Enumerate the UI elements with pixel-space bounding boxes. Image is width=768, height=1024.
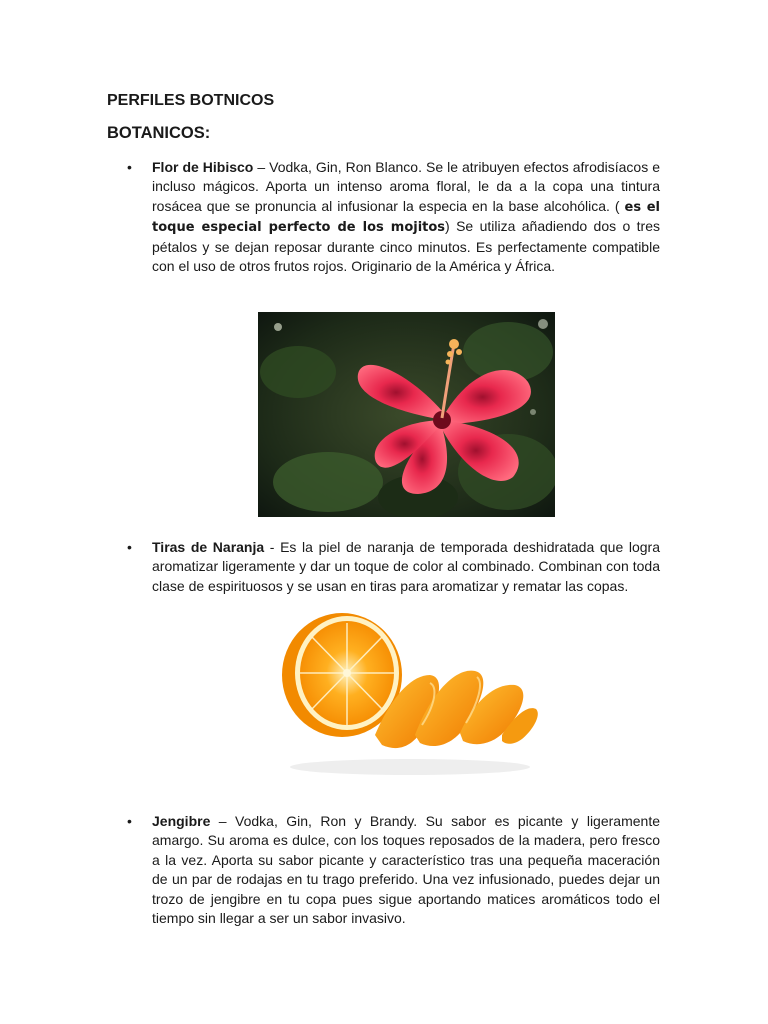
hibiscus-emphasis: es el toque especial perfecto de los mojitos <box>152 199 660 236</box>
term-ginger: Jengibre <box>152 813 211 829</box>
orange-text: - Es la piel de naranja de temporada deshidratada que logra aromatizar ligeramente y dar un toque de color al combinado. Combinan con toda clase de espirituosos y se usan en tiras para aromatizar y rematar las copas. <box>152 539 660 594</box>
hibiscus-flower-image <box>258 312 555 517</box>
hibiscus-text-a: – Vodka, Gin, Ron Blanco. Se le atribuyen efectos afrodisíacos e incluso mágicos. Aporta un intenso aroma floral, le da a la copa una tintura rosácea que se pronuncia al infusionar la especia en la base alcohólica. ( <box>152 159 660 214</box>
page-title: PERFILES BOTNICOS <box>107 92 275 109</box>
term-orange: Tiras de Naranja <box>152 539 265 555</box>
term-hibiscus: Flor de Hibisco <box>152 159 254 175</box>
orange-peel-image <box>270 605 555 780</box>
list-item-ginger <box>152 812 660 928</box>
bullet-marker: • <box>127 539 132 555</box>
bullet-marker: • <box>127 159 132 175</box>
section-heading: BOTANICOS: <box>107 124 211 142</box>
ginger-text: – Vodka, Gin, Ron y Brandy. Su sabor es picante y ligeramente amargo. Su aroma es dulce, con los toques reposados de la madera, pero fresco a la vez. Aporta su sabor picante y característico tras una pequeña maceración de un par de rodajas en tu trago preferido. Una vez infusionado, puedes dejar un trozo de jengibre en tu copa pues sigue aportando matices aromáticos todo el tiempo sin llegar a ser un sabor invasivo. <box>152 813 660 927</box>
bullet-marker: • <box>127 813 132 829</box>
list-item-orange <box>152 538 660 596</box>
list-item-hibiscus <box>152 158 660 276</box>
hibiscus-text-b: ) Se utiliza añadiendo dos o tres pétalos y se dejan reposar durante cinco minutos. Es perfectamente compatible con el uso de otros frutos rojos. Originario de la América y África. <box>152 218 660 275</box>
